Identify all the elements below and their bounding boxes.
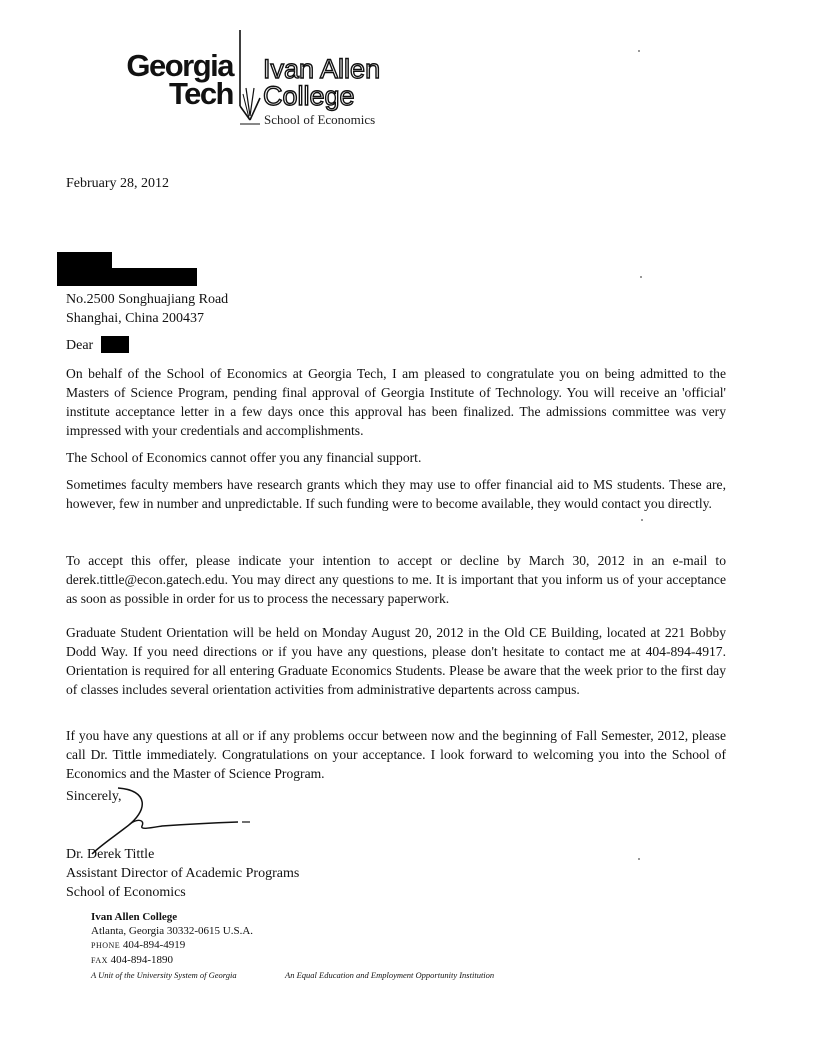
footer-fax: 404-894-1890 [110, 954, 173, 966]
school-name: School of Economics [264, 112, 376, 127]
scan-speck [638, 50, 640, 52]
wordmark-georgia: Georgia [126, 48, 233, 83]
footer-phone: 404-894-4919 [122, 939, 186, 951]
tech-tower-logo-icon [236, 28, 264, 128]
footer-college: Ivan Allen College [91, 911, 178, 923]
salutation: Dear [66, 338, 94, 353]
signer-department: School of Economics [66, 885, 186, 900]
letter-date: February 28, 2012 [66, 176, 170, 191]
footer-fax-line [91, 953, 253, 968]
fax-label: FAX [91, 956, 108, 965]
signer-name: Dr. Derek Tittle [66, 847, 155, 862]
body-paragraph: On behalf of the School of Economics at Georgia Tech, I am pleased to congratulate you on being admitted to the Masters of Science Program, pending final approval of Georgia Institute of Technology. You will receive an 'official' institute acceptance letter in a few days once this approval has been finalized. The admissions committee was very impressed with your credentials and accomplishments. [66, 366, 726, 438]
signature-block [66, 845, 299, 902]
handwritten-signature [70, 780, 270, 855]
address-line: Shanghai, China 200437 [66, 311, 205, 326]
scan-speck [638, 858, 640, 860]
address-line: No.2500 Songhuajiang Road [66, 292, 229, 307]
body-paragraph: If you have any questions at all or if any problems occur between now and the beginning of Fall Semester, 2012, please call Dr. Tittle immediately. Congratulations on your acceptance. I look forward to welcoming you into the School of Economics and the Master of Science Program. [66, 728, 726, 781]
footer-tagline-eeo: An Equal Education and Employment Opportunity Institution [285, 970, 495, 980]
redaction-block [101, 336, 129, 353]
body-paragraph: The School of Economics cannot offer you any financial support. [66, 450, 422, 465]
georgia-tech-wordmark [88, 48, 233, 111]
closing: Sincerely, [66, 789, 122, 804]
wordmark-college: College [263, 81, 355, 111]
scan-speck [640, 276, 642, 278]
ivan-allen-college-wordmark [263, 56, 380, 110]
body-paragraph: Graduate Student Orientation will be held on Monday August 20, 2012 in the Old CE Building, located at 221 Bobby Dodd Way. If you need directions or if you have any questions, please don't hesitate to contact me at 404-894-4917. Orientation is required for all entering Graduate Economics Students. Please be aware that the week prior to the first day of classes includes several orientation activities from administrative departents across campus. [66, 625, 726, 697]
scan-speck [641, 519, 643, 521]
signer-title: Assistant Director of Academic Programs [66, 866, 300, 881]
wordmark-ivan-allen: Ivan Allen [263, 54, 381, 84]
body-paragraph: Sometimes faculty members have research grants which they may use to offer financial aid to MS students. These are, however, few in number and unpredictable. If such funding were to become available, they would contact you directly. [66, 477, 726, 511]
footer-address: Atlanta, Georgia 30332-0615 U.S.A. [91, 925, 254, 937]
redaction-block [57, 268, 197, 286]
letterhead-footer [91, 910, 253, 968]
footer-phone-line [91, 938, 253, 953]
phone-label: PHONE [91, 941, 121, 950]
footer-tagline-usg: A Unit of the University System of Georgia [91, 970, 237, 980]
wordmark-tech: Tech [168, 76, 233, 111]
recipient-address [66, 290, 228, 328]
body-paragraph: To accept this offer, please indicate your intention to accept or decline by March 30, 2012 in an e-mail to derek.tittle@econ.gatech.edu. You may direct any questions to me. It is important that you inform us of your acceptance as soon as possible in order for us to process the necessary paperwork. [66, 553, 726, 606]
